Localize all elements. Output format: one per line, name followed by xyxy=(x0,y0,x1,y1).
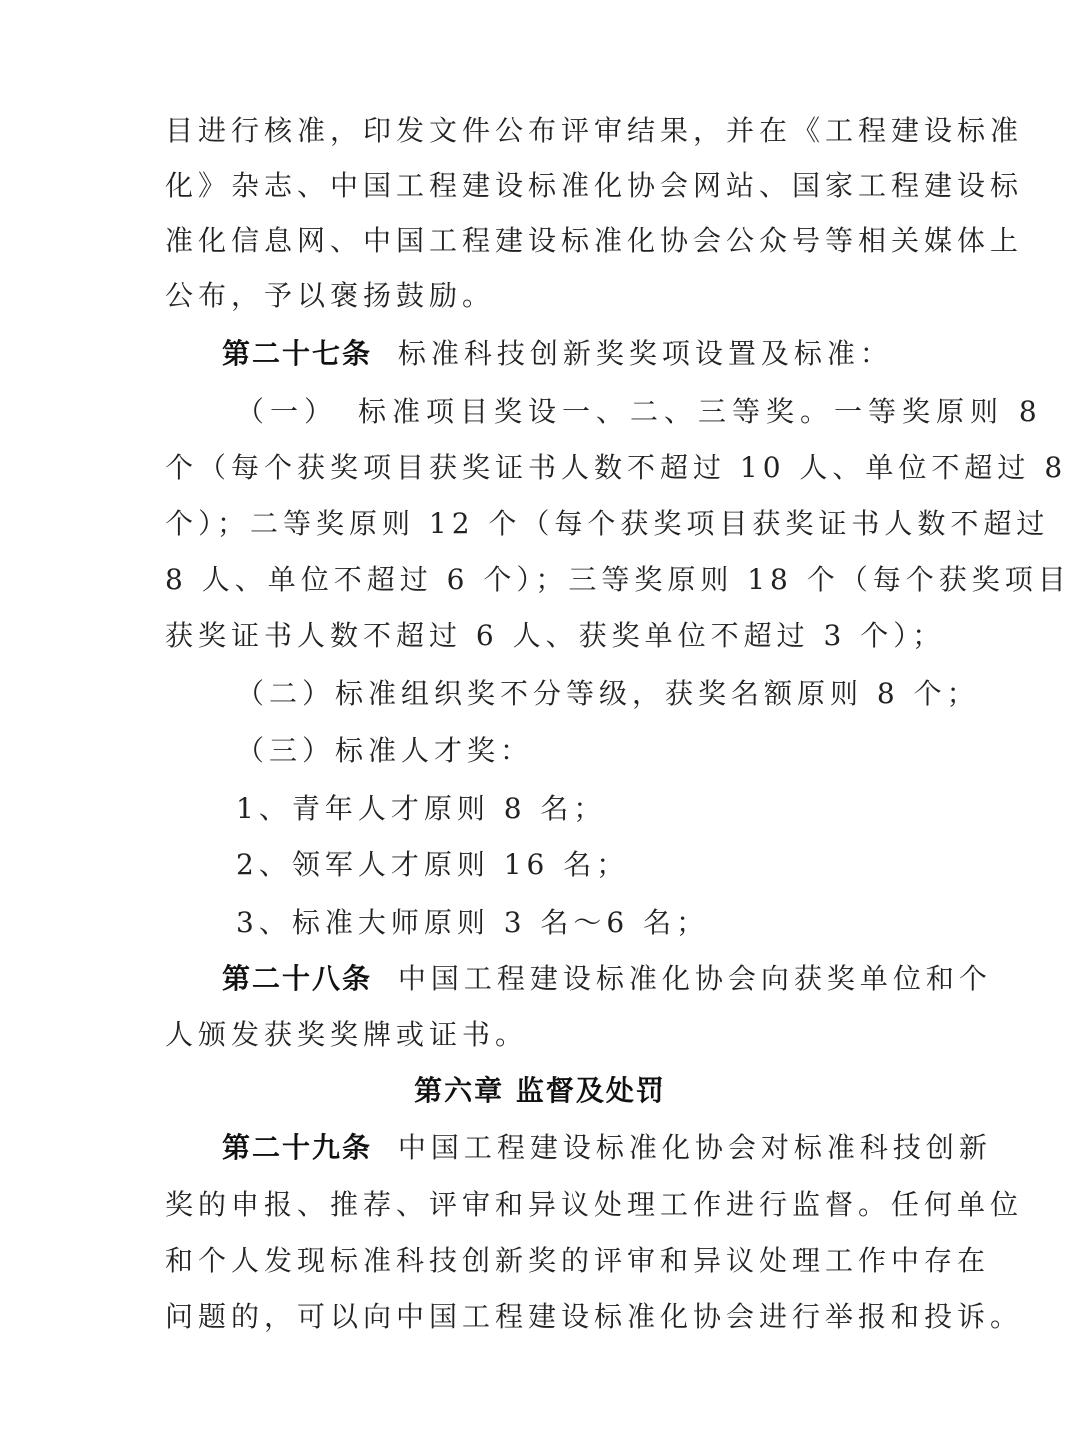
article-28-text: 中国工程建设标准化协会向获奖单位和个 xyxy=(397,962,992,995)
article-27-item-1-line: （一） 标准项目奖设一、二、三等奖。一等奖原则 8 xyxy=(236,395,1043,428)
article-27-intro: 标准科技创新奖奖项设置及标准： xyxy=(397,337,893,370)
article-29-text: 中国工程建设标准化协会对标准科技创新 xyxy=(397,1131,992,1164)
article-27-sub-item-3: 3、标准大师原则 3 名～6 名； xyxy=(236,906,710,939)
article-27-item-3: （三）标准人才奖： xyxy=(236,734,534,767)
article-27-sub-item-2: 2、领军人才原则 16 名； xyxy=(236,848,630,881)
article-27-item-1-line: 8 人、单位不超过 6 个）；三等奖原则 18 个（每个获奖项目 xyxy=(165,563,1071,596)
body-text-line: 目进行核准，印发文件公布评审结果，并在《工程建设标准 xyxy=(165,114,1024,147)
chapter-6-title: 第六章 监督及处罚 xyxy=(414,1074,666,1107)
article-28-heading: 第二十八条 xyxy=(222,962,373,995)
body-text-line: 公布，予以褒扬鼓励。 xyxy=(165,279,496,312)
article-27-item-1-line: 个）；二等奖原则 12 个（每个获奖项目获奖证书人数不超过 xyxy=(165,507,1050,540)
body-text-line: 化》杂志、中国工程建设标准化协会网站、国家工程建设标 xyxy=(165,169,1024,202)
article-29-line-3: 和个人发现标准科技创新奖的评审和异议处理工作中存在 xyxy=(165,1244,991,1277)
article-29-heading: 第二十九条 xyxy=(222,1131,373,1164)
article-28-paragraph xyxy=(222,961,992,997)
article-27-sub-item-1: 1、青年人才原则 8 名； xyxy=(236,792,607,825)
article-27-heading: 第二十七条 xyxy=(222,337,373,370)
article-27-item-2: （二）标准组织奖不分等级，获奖名额原则 8 个； xyxy=(236,677,980,710)
article-27-paragraph xyxy=(222,336,893,372)
article-28-line-2: 人颁发获奖奖牌或证书。 xyxy=(165,1018,529,1051)
article-27-item-1-line: 获奖证书人数不超过 6 人、获奖单位不超过 3 个）； xyxy=(165,619,946,652)
article-29-paragraph xyxy=(222,1130,992,1166)
article-29-line-4: 问题的，可以向中国工程建设标准化协会进行举报和投诉。 xyxy=(165,1300,1024,1333)
body-text-line: 准化信息网、中国工程建设标准化协会公众号等相关媒体上 xyxy=(165,224,1024,257)
article-29-line-2: 奖的申报、推荐、评审和异议处理工作进行监督。任何单位 xyxy=(165,1188,1024,1221)
article-27-item-1-line: 个（每个获奖项目获奖证书人数不超过 10 人、单位不超过 8 xyxy=(165,451,1068,484)
